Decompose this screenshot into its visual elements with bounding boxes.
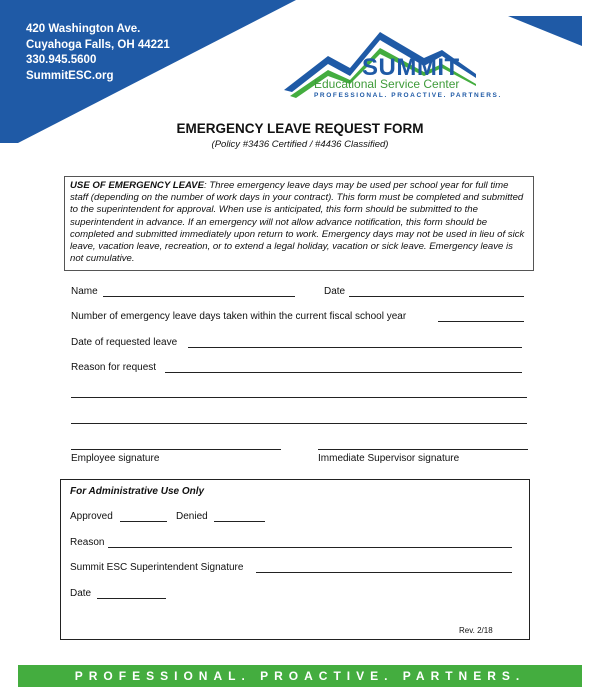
admin-title: For Administrative Use Only: [70, 486, 205, 497]
policy-notice: [64, 176, 534, 271]
admin-date-label: Date: [70, 588, 92, 599]
policy-text: : Three emergency leave days may be used per school year for full time staff (depending on the number of work days in your contract). This form must be completed and submitted to the superintendent for approval. When use is anticipated, this form should be submitted to the superintendent in advance. If an emergency will not allow advance notification, this form should be completed and submitted immediately upon return to work. Emergency days may not be used in lieu of sick leave, vacation leave, recreation, or to extend a legal holiday, vacation or sick leave. Emergency leave is not cumulative.: [70, 180, 525, 265]
employee-signature-label: Employee signature: [71, 453, 160, 464]
address-block: [26, 22, 170, 84]
date-input-line[interactable]: [349, 296, 524, 297]
admin-section: [60, 479, 530, 640]
name-input-line[interactable]: [103, 296, 295, 297]
policy-heading: USE OF EMERGENCY LEAVE: [70, 180, 204, 191]
name-label: Name: [71, 286, 98, 297]
footer-banner: [18, 665, 582, 687]
approved-label: Approved: [70, 511, 113, 522]
date-requested-input-line[interactable]: [188, 347, 522, 348]
form-title: EMERGENCY LEAVE REQUEST FORM: [176, 121, 424, 136]
admin-date-input-line[interactable]: [97, 598, 166, 599]
supervisor-signature-line[interactable]: [318, 449, 528, 450]
denied-input-line[interactable]: [214, 521, 265, 522]
logo-title: SUMMIT: [362, 54, 460, 81]
days-taken-input-line[interactable]: [438, 321, 524, 322]
days-taken-label: Number of emergency leave days taken within the current fiscal school year: [71, 311, 407, 322]
form-subtitle: (Policy #3436 Certified / #4436 Classified): [211, 139, 389, 150]
reason-request-input-line[interactable]: [165, 372, 522, 373]
superintendent-signature-label: Summit ESC Superintendent Signature: [70, 562, 244, 573]
approved-input-line[interactable]: [120, 521, 167, 522]
denied-label: Denied: [176, 511, 208, 522]
superintendent-signature-line[interactable]: [256, 572, 512, 573]
address-street: 420 Washington Ave.: [26, 23, 141, 35]
address-website: SummitESC.org: [26, 69, 114, 82]
admin-reason-input-line[interactable]: [108, 547, 512, 548]
address-city: Cuyahoga Falls, OH 44221: [26, 38, 170, 51]
supervisor-signature-label: Immediate Supervisor signature: [318, 453, 460, 464]
date-requested-label: Date of requested leave: [71, 337, 178, 348]
address-phone: 330.945.5600: [26, 54, 97, 66]
header-corner-triangle: [508, 16, 582, 46]
logo-tagline: PROFESSIONAL. PROACTIVE. PARTNERS.: [314, 92, 502, 99]
admin-reason-label: Reason: [70, 537, 105, 548]
date-label: Date: [324, 286, 346, 297]
footer-tagline: PROFESSIONAL. PROACTIVE. PARTNERS.: [74, 669, 526, 683]
reason-line-3[interactable]: [71, 423, 527, 424]
reason-line-2[interactable]: [71, 397, 527, 398]
employee-signature-line[interactable]: [71, 449, 281, 450]
revision-label: Rev. 2/18: [459, 626, 493, 635]
reason-request-label: Reason for request: [71, 362, 157, 373]
logo-subtitle: Educational Service Center: [314, 77, 460, 91]
